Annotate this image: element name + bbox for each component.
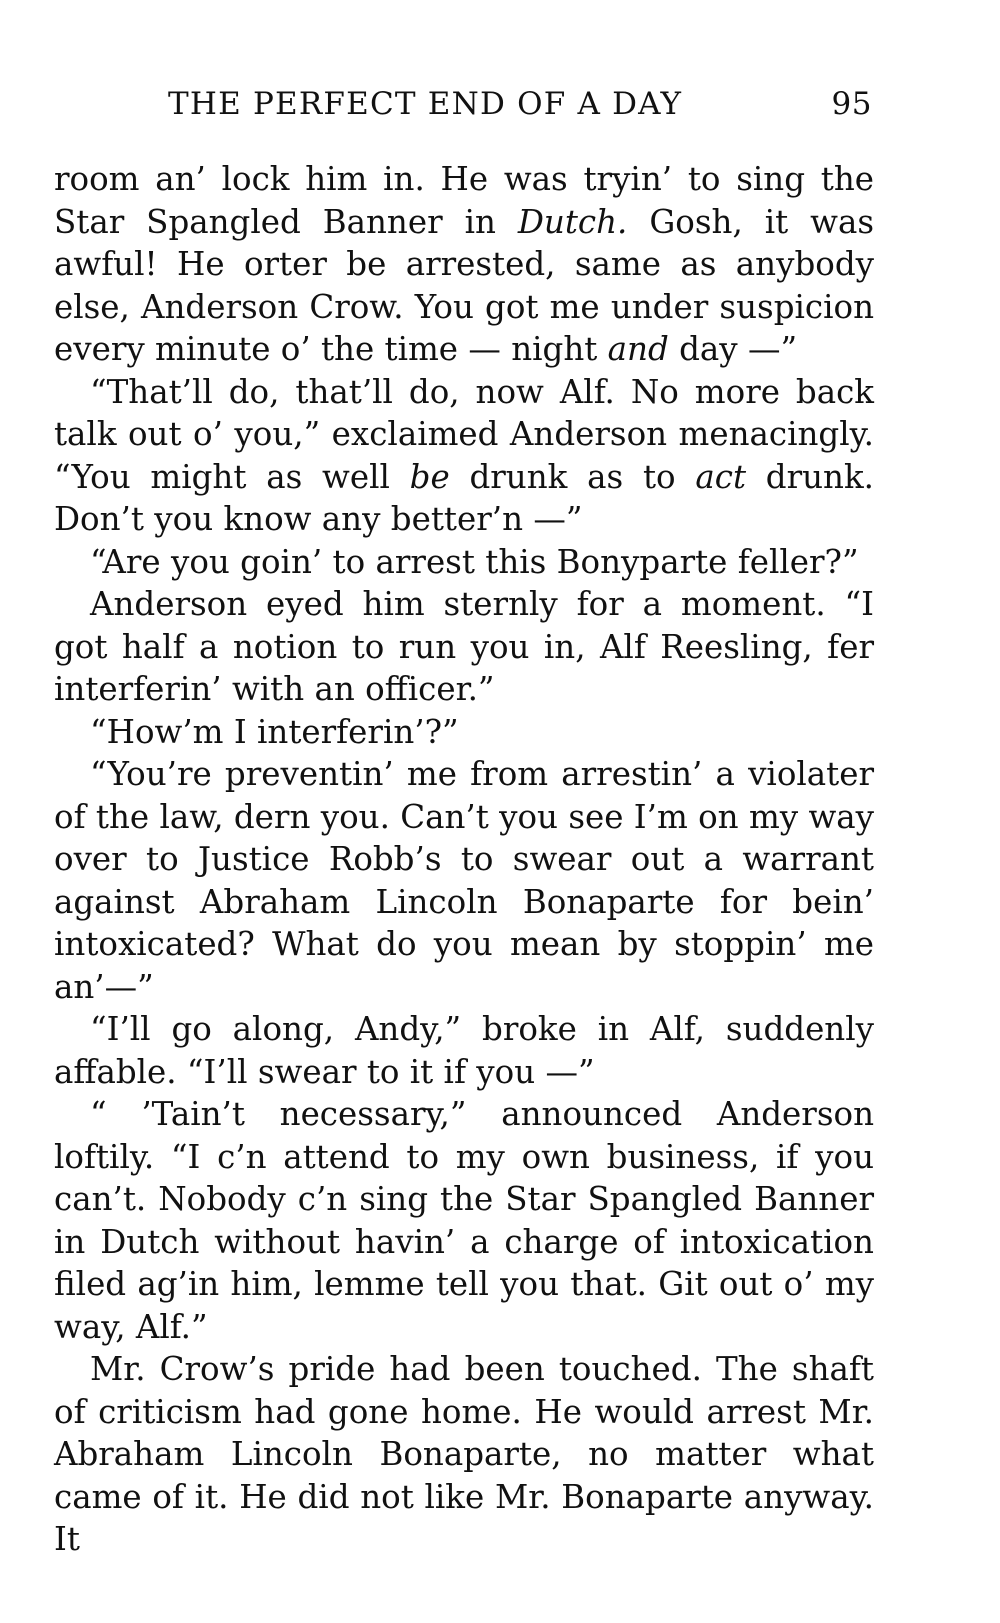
paragraph-text: “You’re preventin’ me from arrestin’ a violater of the law, dern you. Can’t you see I’m on my way over to Justice Robb’s to swear out a warrant against Abraham Lincoln Bonaparte for bein’ intoxicated? What do you mean by stoppin’ me an’—” <box>54 755 875 1006</box>
paragraph-text: “I’ll go along, Andy,” broke in Alf, suddenly affable. “I’ll swear to it if you —” <box>54 1010 874 1091</box>
paragraph <box>54 1093 874 1348</box>
paragraph <box>54 753 874 1008</box>
paragraph-text: Gosh, it was awful! He orter be arrested, same as anybody else, Anderson Crow. You got me under suspicion every minute o’ the time — night <box>54 202 875 368</box>
paragraph <box>54 1008 874 1093</box>
running-title: THE PERFECT END OF A DAY <box>168 86 683 122</box>
paragraph-text: “ ’Tain’t necessary,” announced Anderson loftily. “I c’n attend to my own business, if you can’t. Nobody c’n sing the Star Spangled Banner in Dutch without havin’ a charge of intoxication filed ag’in him, lemme tell you that. Git out o’ my way, Alf.” <box>54 1095 874 1346</box>
paragraph-text: drunk. Don’t you know any better’n —” <box>54 457 874 538</box>
page-number: 95 <box>831 86 872 122</box>
emphasized-text: Dutch. <box>517 202 628 241</box>
paragraph <box>54 541 874 584</box>
paragraph-text: drunk as to <box>449 457 696 496</box>
paragraph-text: day —” <box>668 330 798 368</box>
paragraph <box>54 583 874 711</box>
paragraph-text: Mr. Crow’s pride had been touched. The shaft of criticism had gone home. He would arrest Mr. Abraham Lincoln Bonaparte, no matter what came of it. He did not like Mr. Bonaparte anyway. It <box>54 1350 874 1558</box>
emphasized-text: and <box>607 330 669 368</box>
paragraph <box>54 158 874 371</box>
paragraph-text: “How’m I interferin’?” <box>90 712 459 751</box>
paragraph-text: Anderson eyed him sternly for a moment. “I got half a notion to run you in, Alf Reesling, fer interferin’ with an officer.” <box>54 585 874 708</box>
paragraph <box>54 371 874 541</box>
paragraph-text: “That’ll do, that’ll do, now Alf. No more back talk out o’ you,” exclaimed Anderson menacingly. “You might as well <box>54 372 874 496</box>
paragraph <box>54 711 874 754</box>
running-header <box>168 86 872 122</box>
emphasized-text: act <box>695 457 746 496</box>
body-text <box>54 158 874 1561</box>
emphasized-text: be <box>409 457 450 496</box>
paragraph <box>54 1348 874 1561</box>
paragraph-text: room an’ lock him in. He was tryin’ to sing the Star Spangled Banner in <box>54 160 874 241</box>
paragraph-text: “Are you goin’ to arrest this Bonyparte feller?” <box>90 542 859 581</box>
